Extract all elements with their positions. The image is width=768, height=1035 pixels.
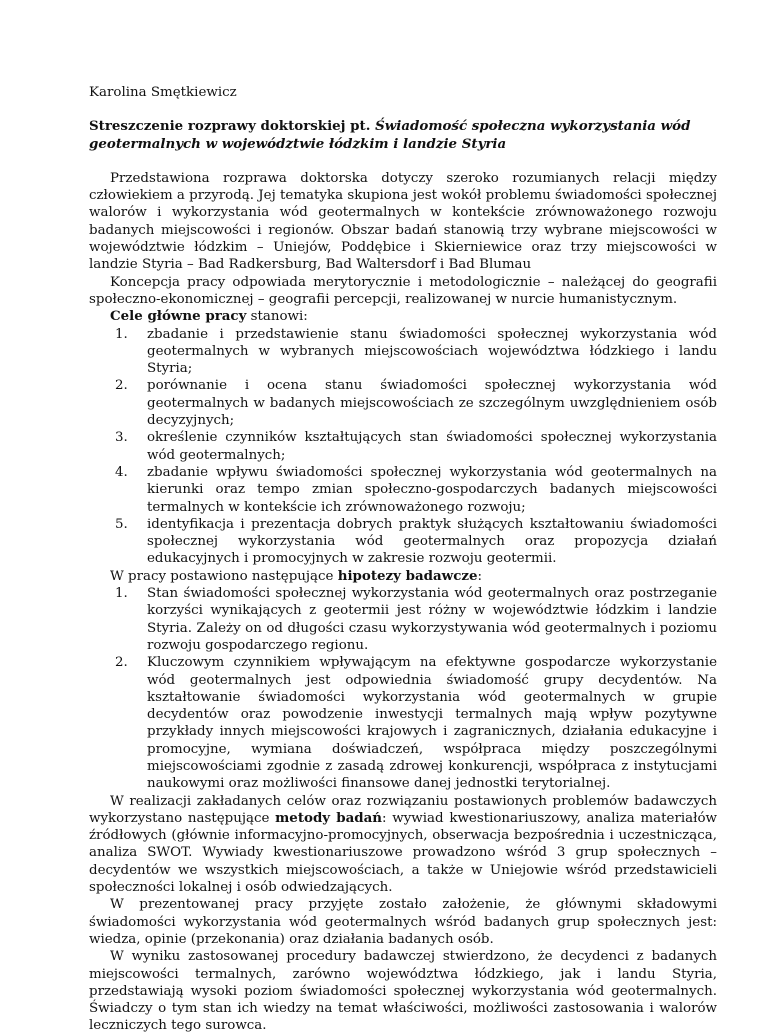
goal-number: 3. bbox=[115, 430, 128, 446]
paragraph-result: W wyniku zastosowanej procedury badawczej stwierdzono, że decydenci z badanych miejscowości termalnych, zarówno województwa łódzkiego, jak i landu Styria, przedstawiają wysoki poziom świadomości społecznej wykorzystania wód geotermalnych. Świadczy o tym stan ich wiedzy na temat właściwości, możliwości zastosowania i walorów leczniczych tego surowca. bbox=[89, 949, 717, 1034]
goal-item bbox=[89, 516, 717, 568]
goal-number: 5. bbox=[115, 516, 128, 532]
hypothesis-text: Kluczowym czynnikiem wpływającym na efektywne gospodarcze wykorzystanie wód geotermalnych jest odpowiednia świadomość grupy decydentów. Na kształtowanie świadomości wykorzystania wód geotermalnych w grupie decydentów oraz powodzenie inwestycji termalnych mają wpływ pozytywne przykłady innych miejscowości krajowych i zagranicznych, działania edukacyjne i promocyjne, wymiana doświadczeń, współpraca między poszczególnymi miejscowościami zgodnie z zasadą zdrowej konkurencji, współpraca z instytucjami naukowymi oraz możliwości finansowe danej jednostki terytorialnej. bbox=[147, 655, 717, 792]
paragraph-intro: Przedstawiona rozprawa doktorska dotyczy szeroko rozumianych relacji między człowiekiem a przyrodą. Jej tematyka skupiona jest wokół problemu świadomości społecznej walorów i wykorzystania wód geotermalnych w kontekście zrównoważonego rozwoju badanych miejscowości i regionów. Obszar badań stanowią trzy wybrane miejscowości w województwie łódzkim – Uniejów, Poddębice i Skierniewice oraz trzy miejscowości w landzie Styria – Bad Radkersburg, Bad Waltersdorf i Bad Blumau bbox=[89, 170, 717, 273]
methods-post: : wywiad kwestionariuszowy, analiza materiałów źródłowych (głównie informacyjno-promocyjnych, obserwacja bezpośrednia i uczestnicząca, analiza SWOT. Wywiady kwestionariuszowe prowadzono wśród 3 grup społecznych –decydentów we wszystkich miejscowościach, a także w Uniejowie wśród przedstawicieli społeczności lokalnej i osób odwiedzających. bbox=[89, 810, 717, 896]
paragraph-methods bbox=[89, 793, 717, 897]
hypotheses-heading-pre: W pracy postawiono następujące bbox=[110, 568, 338, 584]
document-title bbox=[89, 118, 717, 153]
goals-list bbox=[89, 326, 717, 568]
document-page bbox=[89, 84, 717, 1035]
goal-text: porównanie i ocena stanu świadomości społecznej wykorzystania wód geotermalnych w badanych miejscowościach ze szczególnym uwzględnieniem osób decyzyjnych; bbox=[147, 378, 717, 429]
title-italic: Świadomość społeczna wykorzystania wód geotermalnych w województwie łódzkim i landzie Styria bbox=[89, 118, 691, 152]
goal-item bbox=[89, 326, 717, 378]
hypotheses-heading-bold: hipotezy badawcze bbox=[337, 567, 478, 584]
hypotheses-list bbox=[89, 585, 717, 793]
goals-heading bbox=[89, 308, 717, 325]
hypothesis-number: 2. bbox=[115, 655, 128, 671]
goal-text: zbadanie i przedstawienie stanu świadomości społecznej wykorzystania wód geotermalnych w wybranych miejscowościach województwa łódzkiego i landu Styria; bbox=[147, 326, 717, 377]
goal-item bbox=[89, 377, 717, 429]
paragraph-assumption: W prezentowanej pracy przyjęte zostało założenie, że głównymi składowymi świadomości wykorzystania wód geotermalnych wśród badanych grup społecznych jest: wiedza, opinie (przekonania) oraz działania badanych osób. bbox=[89, 897, 717, 947]
hypothesis-item bbox=[89, 654, 717, 792]
hypothesis-item bbox=[89, 585, 717, 654]
title-prefix: Streszczenie rozprawy doktorskiej pt. bbox=[89, 118, 376, 135]
goal-number: 4. bbox=[115, 464, 128, 480]
goal-item bbox=[89, 429, 717, 464]
author-name: Karolina Smętkiewicz bbox=[89, 85, 237, 100]
paragraph-concept: Koncepcja pracy odpowiada merytorycznie i metodologicznie – należącej do geografii społeczno-ekonomicznej – geografii percepcji, realizowanej w nurcie humanistycznym. bbox=[89, 274, 717, 307]
hypothesis-number: 1. bbox=[115, 586, 128, 602]
hypotheses-heading-post: : bbox=[477, 568, 482, 584]
goals-heading-bold: Cele główne pracy bbox=[110, 308, 247, 325]
goals-heading-rest: stanowi: bbox=[246, 309, 308, 325]
goal-number: 1. bbox=[115, 326, 128, 342]
goal-text: identyfikacja i prezentacja dobrych praktyk służących kształtowaniu świadomości społecznej wykorzystania wód geotermalnych oraz propozycja działań edukacyjnych i promocyjnych w zakresie rozwoju geotermii. bbox=[147, 516, 717, 567]
goal-number: 2. bbox=[115, 378, 128, 394]
hypothesis-text: Stan świadomości społecznej wykorzystania wód geotermalnych oraz postrzeganie korzyści wynikających z geotermii jest różny w województwie łódzkim i landzie Styria. Zależy on od długości czasu wykorzystywania wód geotermalnych i poziomu rozwoju gospodarczego regionu. bbox=[147, 586, 717, 653]
hypotheses-heading bbox=[89, 568, 717, 585]
methods-pre: W realizacji zakładanych celów oraz rozwiązaniu postawionych problemów badawczych wykorzystano następujące bbox=[89, 793, 717, 826]
methods-bold: metody badań bbox=[275, 809, 383, 826]
goal-text: zbadanie wpływu świadomości społecznej wykorzystania wód geotermalnych na kierunki oraz tempo zmian społeczno-gospodarczych badanych miejscowości termalnych w kontekście ich zrównoważonego rozwoju; bbox=[147, 464, 717, 515]
goal-text: określenie czynników kształtujących stan świadomości społecznej wykorzystania wód geotermalnych; bbox=[147, 430, 717, 463]
goal-item bbox=[89, 464, 717, 516]
